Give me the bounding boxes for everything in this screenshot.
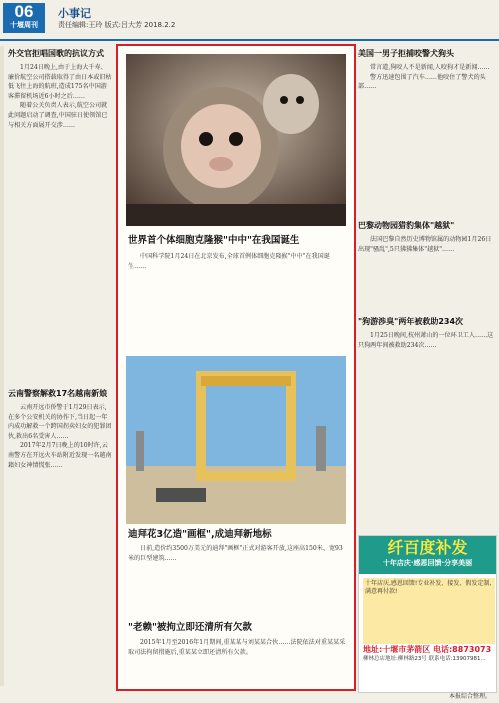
ad-title: 纤百度补发 <box>387 538 468 557</box>
left-article-1 <box>8 48 112 383</box>
page-header <box>0 0 499 40</box>
story3-paragraph: 2015年1月至2016年1月期间,重某某与刘某某合伙……法院依法对重某某采取司法拘留措施后,重某某立即还清所有欠款。 <box>128 639 346 656</box>
ad-header <box>359 536 496 574</box>
hair-ad <box>358 535 497 693</box>
article-paragraph: 随着公关负责人表示,航空公司就此问题启动了调查,中国驻日使领馆已与相关方面展开交涉…… <box>8 102 108 129</box>
article-title: 美国一男子拒捕咬警犬狗头 <box>358 49 454 58</box>
article-paragraph: 云南开远市侨警于1月29日表示,在多个公安机关的协作下,当日起一年内成功解救一个跨国拐卖妇女的犯罪团伙,救出6名受害人…… <box>8 404 112 440</box>
article-title: "狗游渉臭"两年被救助234次 <box>358 317 464 326</box>
section-name: 十堰周刊 <box>10 22 38 29</box>
article-paragraph: 1月25日晚间,杭州萧山的一位环卫工人……这只狗两年间被救助234次…… <box>358 332 494 349</box>
story2-paragraph: 日前,造价约3500万美元的迪拜"画框"正式对游客开放,这座高150米、宽93米的巨型建筑…… <box>128 545 343 562</box>
ad-phone: 地址:十堰市茅箭区 电话:8873073 <box>363 645 492 654</box>
dubai-frame-photo <box>126 356 346 524</box>
page-number: 06 <box>14 2 34 21</box>
page-number-block <box>3 3 45 33</box>
story2-body <box>128 544 346 616</box>
story1-body <box>128 252 346 352</box>
article-paragraph: 警方迅速包围了汽车……他咬住了警犬的头部…… <box>358 73 486 91</box>
article-title: 外交官拒唱国歌的抗议方式 <box>8 49 104 58</box>
column-name: 小事记 <box>58 7 91 20</box>
article-paragraph: 1月24日晚上,由于上海大千寿、廉价航空公司搭载取得了由日本或旧枯低飞往上海的航班,造成175名中国游客滞留机场近6小时之后…… <box>8 64 112 100</box>
story1-paragraph: 中国科学院1月24日在北京发布,全球首例体细胞克隆猴"中中"在我国诞生…… <box>128 253 330 270</box>
story3-headline: "老赖"被拘立即还清所有欠款 <box>128 622 252 633</box>
header-rule <box>0 39 499 41</box>
story1-headline: 世界首个体细胞克隆猴"中中"在我国诞生 <box>128 235 300 246</box>
editor-line: 责任编辑:王玲 版式:吕大芳 2018.2.2 <box>58 21 176 29</box>
footer-note: 本报综合整理。 <box>448 693 491 700</box>
right-article-2 <box>358 220 494 310</box>
article-paragraph: 法国巴黎自然历史博物馆属的动物园1月26日出现"骚乱",5只狒狒集体"越狱"…… <box>358 236 492 253</box>
article-paragraph: 常言道,狗咬人不是新闻,人咬狗才是新闻…… <box>370 64 490 71</box>
story3-body <box>128 638 346 684</box>
story2-headline: 迪拜花3亿造"画框",成迪拜新地标 <box>128 529 272 540</box>
side-band <box>0 46 4 686</box>
ad-subtitle: 十年店庆·感恩回馈·分享美丽 <box>382 559 473 567</box>
article-title: 云南警察解救17名越南新娘 <box>8 389 108 398</box>
article-title: 巴黎动物园猎豹集体"越狱" <box>358 221 455 230</box>
feature-frame <box>116 44 356 691</box>
article-paragraph: 2017年2月7日晚上的10时许,云南警方在开远火车站附近发现一名越南籍妇女神情慌张…… <box>8 442 112 469</box>
right-article-3 <box>358 316 494 530</box>
ad-address: 柳林总店地址:柳林路23号 联系电话:13907981... <box>363 656 486 662</box>
ad-body: 十年店庆,感恩回馈!专业补发、接发、假发定制,满意再付款! <box>363 578 495 644</box>
left-article-2 <box>8 388 112 688</box>
monkey-photo <box>126 54 346 226</box>
right-article-1 <box>358 48 494 216</box>
